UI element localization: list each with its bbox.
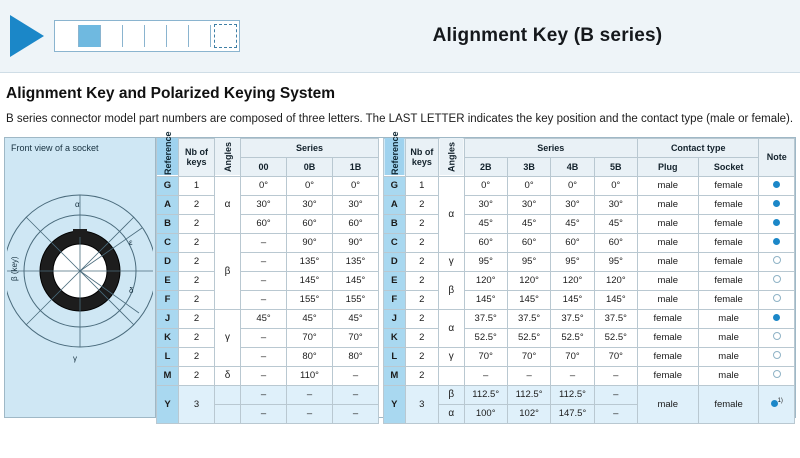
cell-0B: 70° — [287, 328, 333, 347]
cell-socket: female — [698, 290, 759, 309]
note-dot-icon — [773, 332, 781, 340]
table-row — [384, 271, 795, 290]
cell-3B: 37.5° — [507, 309, 550, 328]
cell-angle — [215, 385, 241, 404]
cell-keys: 2 — [179, 290, 215, 309]
cell-reference: B — [384, 214, 406, 233]
cell-plug: female — [637, 328, 698, 347]
cell-1B: 30° — [333, 195, 379, 214]
table-row — [157, 366, 379, 385]
cell-socket: female — [698, 385, 759, 423]
cell-5B: 60° — [594, 233, 637, 252]
cell-00: – — [241, 271, 287, 290]
table-row — [157, 290, 379, 309]
cell-1B: 45° — [333, 309, 379, 328]
note-dot-icon — [773, 370, 781, 378]
cell-plug: male — [637, 271, 698, 290]
cell-2B: – — [464, 366, 507, 385]
cell-0B: 0° — [287, 176, 333, 195]
play-triangle-icon — [10, 15, 44, 57]
cell-socket: female — [698, 271, 759, 290]
cell-reference: Y — [384, 385, 406, 423]
cell-4B: 37.5° — [551, 309, 594, 328]
cell-1B: 60° — [333, 214, 379, 233]
table-row — [384, 385, 795, 404]
cell-angle-gamma2: γ — [439, 347, 464, 366]
cell-keys: 2 — [179, 347, 215, 366]
cell-00: 0° — [241, 176, 287, 195]
table-row — [157, 233, 379, 252]
cell-plug: male — [637, 385, 698, 423]
cell-reference: K — [384, 328, 406, 347]
cell-reference: K — [157, 328, 179, 347]
cell-1B: 70° — [333, 328, 379, 347]
cell-4B: 120° — [551, 271, 594, 290]
cell-angle-group-alpha2: α — [439, 309, 464, 347]
cell-5B: – — [594, 385, 637, 404]
header-angles: Angles — [439, 138, 464, 176]
note-dot-icon — [773, 181, 780, 188]
cell-5B: 95° — [594, 252, 637, 271]
cell-reference: F — [157, 290, 179, 309]
cell-angle-group-alpha: α — [215, 176, 241, 233]
cell-reference: D — [384, 252, 406, 271]
cell-plug: male — [637, 252, 698, 271]
cell-0B: 145° — [287, 271, 333, 290]
header-contact-type: Contact type — [637, 138, 759, 157]
note-dot-icon — [773, 351, 781, 359]
cell-2B: 100° — [464, 404, 507, 423]
cell-reference: Y — [157, 385, 179, 423]
cell-reference: J — [157, 309, 179, 328]
table-row — [157, 252, 379, 271]
cell-2B: 37.5° — [464, 309, 507, 328]
cell-3B: 120° — [507, 271, 550, 290]
cell-00: – — [241, 385, 287, 404]
cell-keys: 2 — [405, 309, 439, 328]
cell-00: – — [241, 347, 287, 366]
socket-illustration-panel — [5, 138, 156, 417]
cell-5B: – — [594, 366, 637, 385]
cell-5B: 0° — [594, 176, 637, 195]
cell-note — [759, 233, 795, 252]
cell-socket: male — [698, 347, 759, 366]
cell-note — [759, 195, 795, 214]
cell-note — [759, 385, 795, 423]
table-row — [157, 195, 379, 214]
cell-keys: 3 — [405, 385, 439, 423]
cell-4B: 45° — [551, 214, 594, 233]
note-dot-icon — [773, 219, 780, 226]
cell-keys: 2 — [405, 195, 439, 214]
header-nb-of-keys: Nb of keys — [179, 138, 215, 176]
cell-keys: 2 — [179, 195, 215, 214]
page-banner — [0, 0, 800, 73]
table-row — [384, 309, 795, 328]
cell-plug: female — [637, 347, 698, 366]
cell-4B: 147.5° — [551, 404, 594, 423]
cell-2B: 0° — [464, 176, 507, 195]
cell-3B: 112.5° — [507, 385, 550, 404]
cell-3B: 52.5° — [507, 328, 550, 347]
cell-reference: J — [384, 309, 406, 328]
cell-00: – — [241, 328, 287, 347]
cell-0B: 45° — [287, 309, 333, 328]
cell-0B: 90° — [287, 233, 333, 252]
cell-keys: 2 — [179, 233, 215, 252]
note-dot-icon — [773, 294, 781, 302]
cell-3B: 145° — [507, 290, 550, 309]
cell-note — [759, 366, 795, 385]
cell-5B: – — [594, 404, 637, 423]
cell-keys: 2 — [405, 214, 439, 233]
cell-5B: 70° — [594, 347, 637, 366]
cell-angle-alpha: α — [439, 404, 464, 423]
svg-text:ε: ε — [129, 237, 133, 247]
cell-0B: 135° — [287, 252, 333, 271]
cell-angle-delta: δ — [215, 366, 241, 385]
table-row — [157, 176, 379, 195]
cell-4B: 145° — [551, 290, 594, 309]
socket-caption: Front view of a socket — [11, 142, 99, 153]
cell-5B: 45° — [594, 214, 637, 233]
table-row — [157, 328, 379, 347]
cell-00: 60° — [241, 214, 287, 233]
svg-text:γ: γ — [73, 353, 77, 363]
segment-cell — [145, 25, 167, 47]
socket-front-view-diagram — [7, 153, 153, 403]
cell-00: – — [241, 404, 287, 423]
header-note: Note — [759, 138, 795, 176]
cell-keys: 2 — [405, 233, 439, 252]
cell-1B: 135° — [333, 252, 379, 271]
segment-cell — [123, 25, 145, 47]
cell-4B: 95° — [551, 252, 594, 271]
right-keying-table — [383, 131, 795, 424]
cell-1B: 0° — [333, 176, 379, 195]
table-row — [157, 271, 379, 290]
cell-keys: 2 — [179, 214, 215, 233]
cell-plug: female — [637, 309, 698, 328]
table-row — [384, 347, 795, 366]
note-dot-icon — [773, 256, 781, 264]
cell-angle-group-beta: β — [439, 271, 464, 309]
header-series-3B: 3B — [507, 157, 550, 176]
cell-reference: M — [384, 366, 406, 385]
cell-keys: 3 — [179, 385, 215, 423]
cell-4B: 30° — [551, 195, 594, 214]
cell-reference: C — [157, 233, 179, 252]
cell-note — [759, 347, 795, 366]
cell-plug: female — [637, 366, 698, 385]
header-reference: Reference — [157, 138, 179, 176]
cell-plug: male — [637, 290, 698, 309]
cell-3B: 102° — [507, 404, 550, 423]
cell-0B: 155° — [287, 290, 333, 309]
cell-00: – — [241, 233, 287, 252]
cell-3B: – — [507, 366, 550, 385]
cell-0B: 80° — [287, 347, 333, 366]
cell-keys: 2 — [405, 271, 439, 290]
table-row — [157, 214, 379, 233]
cell-2B: 60° — [464, 233, 507, 252]
header-series-5B: 5B — [594, 157, 637, 176]
cell-socket: male — [698, 309, 759, 328]
cell-3B: 60° — [507, 233, 550, 252]
table-row — [157, 385, 379, 404]
cell-0B: 30° — [287, 195, 333, 214]
cell-reference: L — [384, 347, 406, 366]
cell-0B: – — [287, 404, 333, 423]
cell-reference: M — [157, 366, 179, 385]
cell-keys: 2 — [179, 366, 215, 385]
cell-1B: 90° — [333, 233, 379, 252]
cell-angle-group-alpha: α — [439, 176, 464, 252]
cell-1B: – — [333, 385, 379, 404]
cell-socket: male — [698, 328, 759, 347]
cell-reference: C — [384, 233, 406, 252]
cell-plug: male — [637, 195, 698, 214]
cell-keys: 2 — [179, 252, 215, 271]
cell-socket: female — [698, 195, 759, 214]
cell-angle-group-gamma: γ — [215, 309, 241, 366]
cell-angle-group-beta: β — [215, 233, 241, 309]
section-heading: Alignment Key and Polarized Keying System — [6, 85, 336, 102]
segment-cell — [57, 25, 79, 47]
cell-2B: 45° — [464, 214, 507, 233]
cell-keys: 2 — [179, 328, 215, 347]
cell-socket: female — [698, 214, 759, 233]
cell-4B: 0° — [551, 176, 594, 195]
cell-4B: 70° — [551, 347, 594, 366]
cell-2B: 95° — [464, 252, 507, 271]
cell-5B: 37.5° — [594, 309, 637, 328]
cell-note — [759, 309, 795, 328]
cell-3B: 0° — [507, 176, 550, 195]
segment-cell — [101, 25, 123, 47]
cell-4B: 112.5° — [551, 385, 594, 404]
cell-5B: 30° — [594, 195, 637, 214]
cell-keys: 2 — [405, 252, 439, 271]
cell-note — [759, 252, 795, 271]
cell-note — [759, 271, 795, 290]
section-paragraph: B series connector model part numbers are composed of three letters. The LAST LETTER indicates the key position and the contact type (male or female). — [6, 113, 794, 125]
cell-reference: G — [157, 176, 179, 195]
banner-graphic — [0, 15, 355, 57]
cell-reference: B — [157, 214, 179, 233]
table-header-row — [384, 138, 795, 157]
header-series-0B: 0B — [287, 157, 333, 176]
cell-reference: G — [384, 176, 406, 195]
header-series-1B: 1B — [333, 157, 379, 176]
cell-0B: 60° — [287, 214, 333, 233]
table-header-row — [157, 138, 379, 157]
cell-angle-beta: β — [439, 385, 464, 404]
segment-cell — [189, 25, 211, 47]
cell-4B: – — [551, 366, 594, 385]
cell-keys: 2 — [179, 309, 215, 328]
cell-2B: 112.5° — [464, 385, 507, 404]
cell-2B: 120° — [464, 271, 507, 290]
cell-1B: 155° — [333, 290, 379, 309]
cell-reference: A — [384, 195, 406, 214]
cell-keys: 2 — [405, 328, 439, 347]
table-row — [384, 366, 795, 385]
cell-3B: 70° — [507, 347, 550, 366]
svg-text:δ: δ — [129, 285, 134, 295]
cell-1B: 80° — [333, 347, 379, 366]
cell-2B: 52.5° — [464, 328, 507, 347]
cell-socket: female — [698, 233, 759, 252]
cell-0B: 110° — [287, 366, 333, 385]
cell-keys: 2 — [405, 366, 439, 385]
cell-plug: male — [637, 176, 698, 195]
note-dot-icon — [773, 238, 780, 245]
cell-plug: male — [637, 214, 698, 233]
cell-3B: 45° — [507, 214, 550, 233]
cell-00: 45° — [241, 309, 287, 328]
page-title: Alignment Key (B series) — [432, 25, 663, 46]
table-row — [157, 347, 379, 366]
cell-keys: 2 — [405, 347, 439, 366]
header-series-2B: 2B — [464, 157, 507, 176]
cell-keys: 2 — [405, 290, 439, 309]
cell-note — [759, 176, 795, 195]
cell-angle-gamma: γ — [439, 252, 464, 271]
cell-5B: 52.5° — [594, 328, 637, 347]
cell-3B: 30° — [507, 195, 550, 214]
cell-5B: 145° — [594, 290, 637, 309]
note-superscript: 1) — [777, 398, 783, 405]
cell-note — [759, 214, 795, 233]
note-dot-icon — [773, 275, 781, 283]
cell-reference: D — [157, 252, 179, 271]
cell-2B: 30° — [464, 195, 507, 214]
cell-1B: – — [333, 404, 379, 423]
left-keying-table — [156, 131, 379, 424]
cell-00: – — [241, 366, 287, 385]
cell-keys: 1 — [405, 176, 439, 195]
cell-plug: male — [637, 233, 698, 252]
cell-socket: female — [698, 176, 759, 195]
cell-socket: male — [698, 366, 759, 385]
header-series: Series — [464, 138, 637, 157]
cell-reference: A — [157, 195, 179, 214]
cell-1B: 145° — [333, 271, 379, 290]
note-dot-icon — [771, 400, 778, 407]
cell-reference: E — [384, 271, 406, 290]
cell-0B: – — [287, 385, 333, 404]
cell-reference: F — [384, 290, 406, 309]
header-nb-of-keys: Nb of keys — [405, 138, 439, 176]
header-reference: Reference — [384, 138, 406, 176]
cell-1B: – — [333, 366, 379, 385]
header-series: Series — [241, 138, 379, 157]
cell-2B: 70° — [464, 347, 507, 366]
svg-text:β (key): β (key) — [10, 255, 19, 281]
cell-00: – — [241, 252, 287, 271]
note-dot-icon — [773, 200, 780, 207]
cell-3B: 95° — [507, 252, 550, 271]
cell-reference: L — [157, 347, 179, 366]
cell-keys: 2 — [179, 271, 215, 290]
segment-cell-active — [79, 25, 101, 47]
svg-text:α: α — [75, 199, 80, 209]
cell-4B: 60° — [551, 233, 594, 252]
table-row — [384, 252, 795, 271]
cell-4B: 52.5° — [551, 328, 594, 347]
cell-note — [759, 290, 795, 309]
header-series-4B: 4B — [551, 157, 594, 176]
segment-cell-dashed — [214, 24, 237, 48]
cell-angle — [215, 404, 241, 423]
cell-reference: E — [157, 271, 179, 290]
table-row — [384, 176, 795, 195]
table-row — [157, 309, 379, 328]
cell-00: 30° — [241, 195, 287, 214]
cell-00: – — [241, 290, 287, 309]
segment-cell — [167, 25, 189, 47]
note-dot-icon — [773, 314, 780, 321]
cell-5B: 120° — [594, 271, 637, 290]
header-angles: Angles — [215, 138, 241, 176]
intro-section — [0, 73, 800, 128]
cell-keys: 1 — [179, 176, 215, 195]
segment-strip — [54, 20, 240, 52]
cell-angle — [439, 366, 464, 385]
cell-socket: female — [698, 252, 759, 271]
header-socket: Socket — [698, 157, 759, 176]
cell-2B: 145° — [464, 290, 507, 309]
cell-note — [759, 328, 795, 347]
header-plug: Plug — [637, 157, 698, 176]
keying-table-area — [4, 131, 796, 420]
header-series-00: 00 — [241, 157, 287, 176]
